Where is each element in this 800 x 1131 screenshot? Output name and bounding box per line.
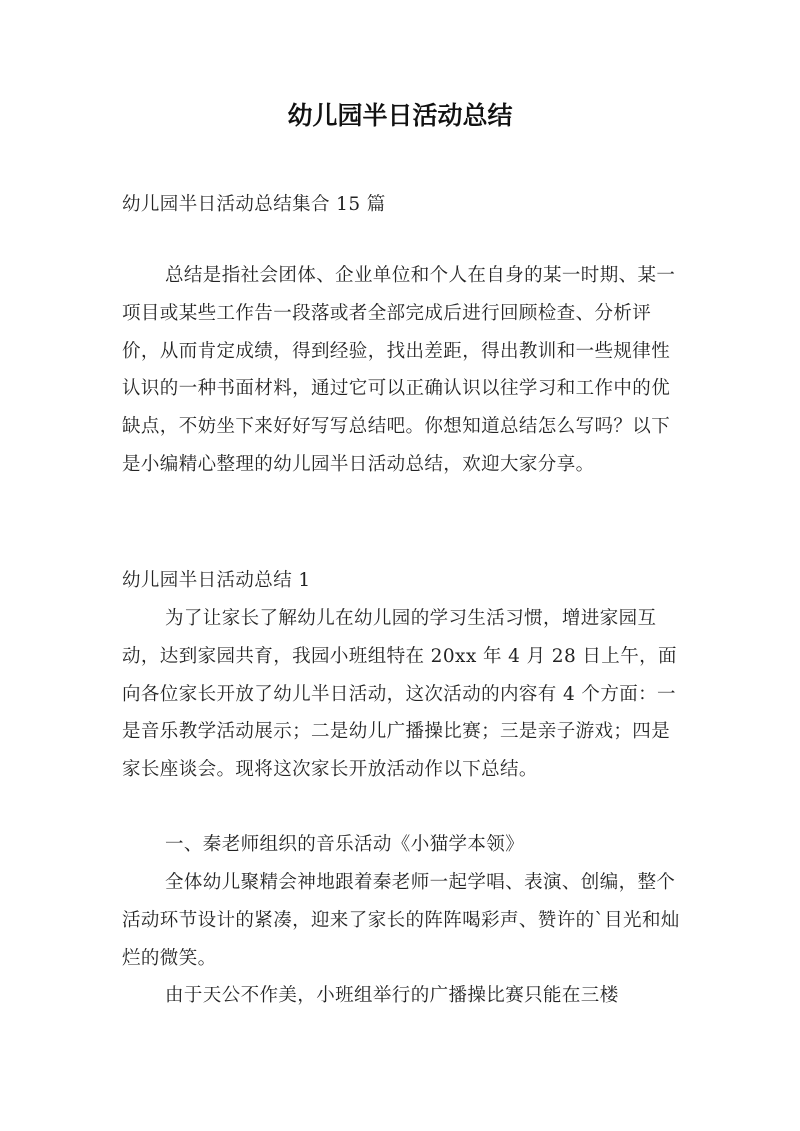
subsection-heading: 一、秦老师组织的音乐活动《小猫学本领》 [165, 834, 525, 855]
document-subtitle: 幼儿园半日活动总结集合 15 篇 [122, 194, 386, 215]
body-paragraph: 为了让家长了解幼儿在幼儿园的学习生活习惯，增进家园互动，达到家园共育，我园小班组特在 20xx 年 4 月 28 日上午，面向各位家长开放了幼儿半日活动，这次活动的内容有 4 个方面：一是音乐教学活动展示；二是幼儿广播操比赛；三是亲子游戏；四是家长座谈会。现将这次家长开放活动作以下总结。 [122, 608, 677, 781]
intro-paragraph: 总结是指社会团体、企业单位和个人在自身的某一时期、某一项目或某些工作告一段落或者全部完成后进行回顾检查、分析评价，从而肯定成绩，得到经验，找出差距，得出教训和一些规律性认识的一种书面材料，通过它可以正确认识以往学习和工作中的优缺点，不妨坐下来好好写写总结吧。你想知道总结怎么写吗？以下是小编精心整理的幼儿园半日活动总结，欢迎大家分享。 [122, 265, 676, 475]
document-title: 幼儿园半日活动总结 [287, 101, 513, 130]
section-heading: 幼儿园半日活动总结 1 [122, 570, 311, 591]
body-paragraph: 由于天公不作美，小班组举行的广播操比赛只能在三楼 [165, 985, 619, 1006]
body-paragraph: 全体幼儿聚精会神地跟着秦老师一起学唱、表演、创编，整个活动环节设计的紧凑，迎来了家长的阵阵喝彩声、赞许的`目光和灿烂的微笑。 [122, 872, 680, 969]
